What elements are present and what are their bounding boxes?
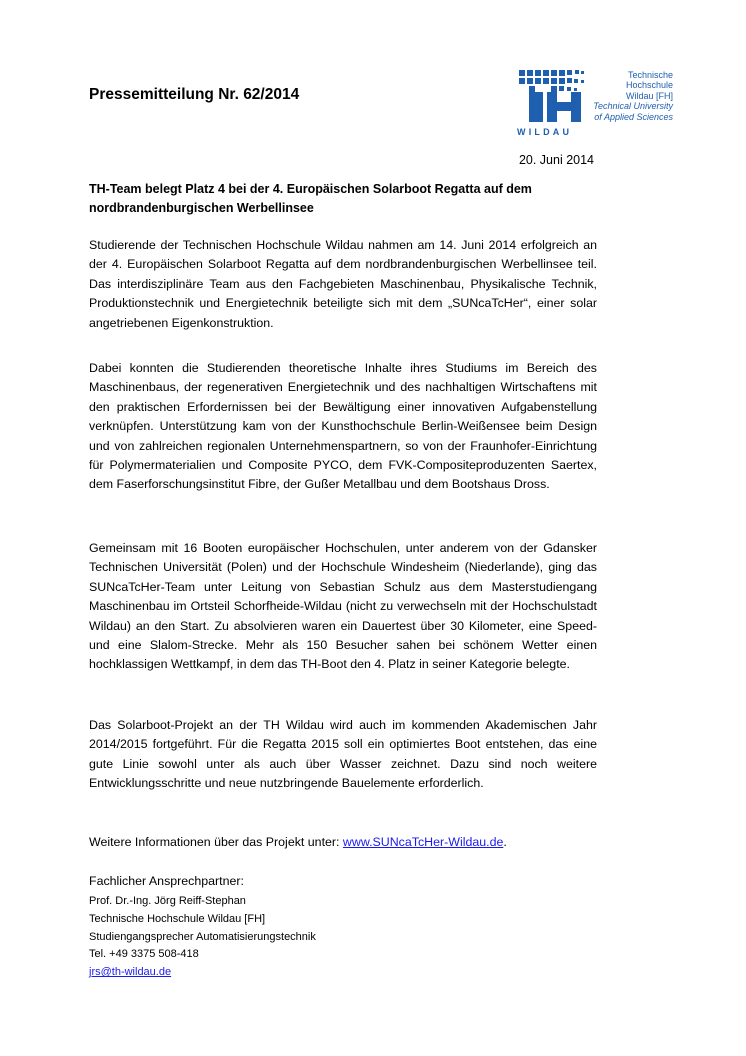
more-info-suffix: . xyxy=(503,835,507,849)
headline: TH-Team belegt Platz 4 bei der 4. Europäischen Solarboot Regatta auf dem nordbrandenburgischen Werbellinsee xyxy=(89,182,532,215)
press-release-title: Pressemitteilung Nr. 62/2014 xyxy=(89,86,300,103)
contact-institution: Technische Hochschule Wildau [FH] xyxy=(89,912,266,925)
contact-block xyxy=(89,893,316,982)
contact-phone: Tel. +49 3375 508-418 xyxy=(89,948,199,961)
paragraph: Studierende der Technischen Hochschule Wildau nahmen am 14. Juni 2014 erfolgreich an der 4. Europäischen Solarboot Regatta auf dem nordbrandenburgischen Werbellinsee teil. Das interdisziplinäre Team aus den Fachgebieten Maschinenbau, Physikalische Technik, Produktionstechnik und Energietechnik beteiligte sich mit dem „SUNcaTcHer“, einer solar angetriebenen Eigenkonstruktion. xyxy=(89,238,597,330)
contact-email-link[interactable]: jrs@th-wildau.de xyxy=(89,966,172,979)
more-info-line xyxy=(89,835,507,849)
paragraph: Das Solarboot-Projekt an der TH Wildau wird auch im kommenden Akademischen Jahr 2014/2015 fortgeführt. Für die Regatta 2015 soll ein optimiertes Boot entstehen, das eine gute Linie sowohl unter als auch über Wasser zeichnet. Dazu sind noch weitere Entwicklungsschritte und neue nutzbringende Bauelemente erforderlich. xyxy=(89,718,597,791)
logo-caption xyxy=(588,70,673,122)
logo-line-italic: of Applied Sciences xyxy=(594,111,673,122)
contact-heading: Fachlicher Ansprechpartner: xyxy=(89,874,244,888)
release-date: 20. Juni 2014 xyxy=(518,153,594,167)
logo-line: Hochschule xyxy=(625,80,673,91)
logo-line-italic: Technical University xyxy=(593,101,673,112)
logo-line: Technische xyxy=(627,70,673,80)
more-info-prefix: Weitere Informationen über das Projekt unter: xyxy=(89,835,343,849)
paragraph: Dabei konnten die Studierenden theoretische Inhalte ihres Studiums im Bereich des Maschinenbaus, der regenerativen Energietechnik und des nachhaltigen Wirtschaftens mit den praktischen Erfordernissen bei der Bewältigung einer innovativen Aufgabenstellung verknüpfen. Unterstützung kam von der Kunsthochschule Berlin-Weißensee beim Design und von zahlreichen regionalen Unternehmenspartnern, so von der Fraunhofer-Einrichtung für Polymermaterialien und Composite PYCO, dem FVK-Compositeproduzenten Saertex, dem Faserforschungsinstitut Fibre, der Gußer Metallbau und dem Bootshaus Dross. xyxy=(89,361,597,492)
logo-wordmark: WILDAU xyxy=(517,127,573,137)
contact-name: Prof. Dr.-Ing. Jörg Reiff-Stephan xyxy=(89,895,246,907)
contact-role: Studiengangsprecher Automatisierungstechnik xyxy=(89,930,316,943)
paragraph: Gemeinsam mit 16 Booten europäischer Hochschulen, unter anderem von der Gdansker Technischen Universität (Polen) und der Hochschule Windesheim (Niederlande), ging das SUNcaTcHer-Team unter Leitung von Sebastian Schulz aus dem Masterstudiengang Maschinenbau im Ortsteil Schorfheide-Wildau (nicht zu verwechseln mit der Hochschulstadt Wildau) an den Start. Zu absolvieren waren ein Dauertest über 30 Kilometer, eine Speed- und eine Slalom-Strecke. Mehr als 150 Besucher sahen bei schönem Wetter einen hochklassigen Wettkampf, in dem das TH-Boot den 4. Platz in seiner Kategorie belegte. xyxy=(89,541,597,672)
project-website-link[interactable]: www.SUNcaTcHer-Wildau.de xyxy=(342,835,504,849)
logo-line: Wildau [FH] xyxy=(625,90,673,101)
